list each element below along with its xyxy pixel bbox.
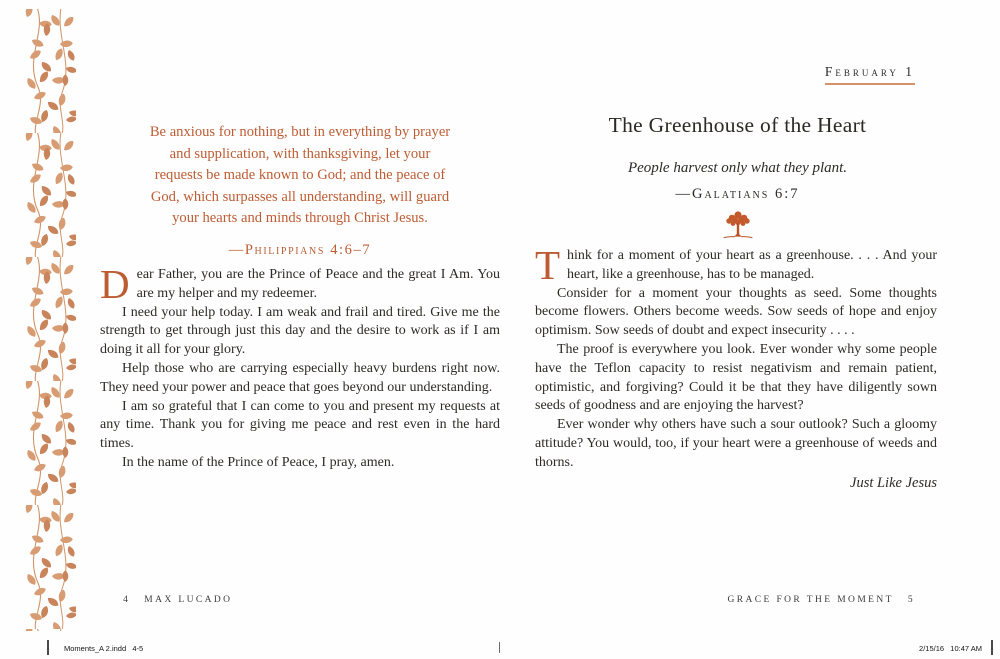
leaf-border-icon <box>22 9 76 631</box>
prayer-paragraph <box>100 261 500 307</box>
registration-bar-left <box>47 640 49 655</box>
dropcap-letter: D <box>100 261 130 307</box>
scripture-quote: People harvest only what they plant. <box>627 160 848 176</box>
devotion-title: The Greenhouse of the Heart <box>608 113 867 137</box>
body-paragraph: The proof is everywhere you look. Ever wonder why some people have the Teflon capacity to resist negativism and remain patient, optimistic, and forgiving? Could it be that they have diligently sown seeds of goodness and are enjoying the harvest? <box>535 341 937 414</box>
center-fold-tick <box>499 642 500 653</box>
epigraph-line: requests be made known to God; and the peace of <box>154 167 446 184</box>
left-epigraph <box>120 122 480 262</box>
slug-timestamp: 2/15/16 10:47 AM <box>919 644 982 653</box>
prayer-paragraph-text: ear Father, you are the Prince of Peace and the great I Am. You are my helper and my redeemer. <box>136 267 500 301</box>
epigraph-line: God, which surpasses all understanding, will guard <box>150 188 450 205</box>
body-paragraph: Ever wonder why others have such a sour outlook? Such a gloomy attitude? You would, too, if your heart were a greenhouse of weeds and thorns. <box>535 417 937 470</box>
right-page-number: 5 <box>907 595 915 605</box>
prayer-paragraph: I need your help today. I am weak and frail and tired. Give me the strength to get through just this day and the desire to work as if I am doing it all for your glory. <box>100 304 500 358</box>
prayer-paragraph: Help those who are carrying especially heavy burdens right now. They need your power and peace that goes beyond our understanding. <box>100 360 500 395</box>
left-page-footer <box>104 585 232 615</box>
body-paragraph: Consider for a moment your thoughts as seed. Some thoughts become flowers. Others become weeds. Sow seeds of hope and enjoy optimism. Sow seeds of doubt and expect insecurity . . . . <box>535 285 937 339</box>
left-running-title: MAX LUCADO <box>144 595 233 605</box>
body-paragraph <box>535 242 937 288</box>
right-running-title: GRACE FOR THE MOMENT <box>727 595 894 605</box>
epigraph-attribution: —Philippians 4:6–7 <box>228 241 372 258</box>
epigraph-line: your hearts and minds through Christ Jesus. <box>172 210 428 227</box>
date-header <box>535 63 915 85</box>
prayer-paragraph: I am so grateful that I can come to you and present my requests at any time. Thank you for giving me peace and rest even in the hard times. <box>100 398 500 452</box>
tree-ornament-icon <box>721 209 755 240</box>
registration-bar-right <box>991 640 993 655</box>
ornament-wrap <box>535 209 940 245</box>
devotion-body <box>535 242 937 492</box>
right-page-footer <box>535 585 915 615</box>
source-title: Just Like Jesus <box>850 474 937 491</box>
date-header-text: February 1 <box>825 64 915 85</box>
slug-filename: Moments_A 2.indd 4-5 <box>64 644 144 653</box>
dropcap-letter: T <box>535 242 561 288</box>
scripture-attribution: —Galatians 6:7 <box>675 186 800 202</box>
body-paragraph-text: hink for a moment of your heart as a greenhouse. . . . And your heart, like a greenhouse, has to be managed. <box>567 248 937 282</box>
left-page-number: 4 <box>123 595 131 605</box>
prayer-text <box>100 261 500 473</box>
epigraph-line: Be anxious for nothing, but in everything by prayer <box>149 124 451 140</box>
epigraph-line: and supplication, with thanksgiving, let your <box>169 145 431 162</box>
prayer-paragraph: In the name of the Prince of Peace, I pray, amen. <box>122 454 395 470</box>
